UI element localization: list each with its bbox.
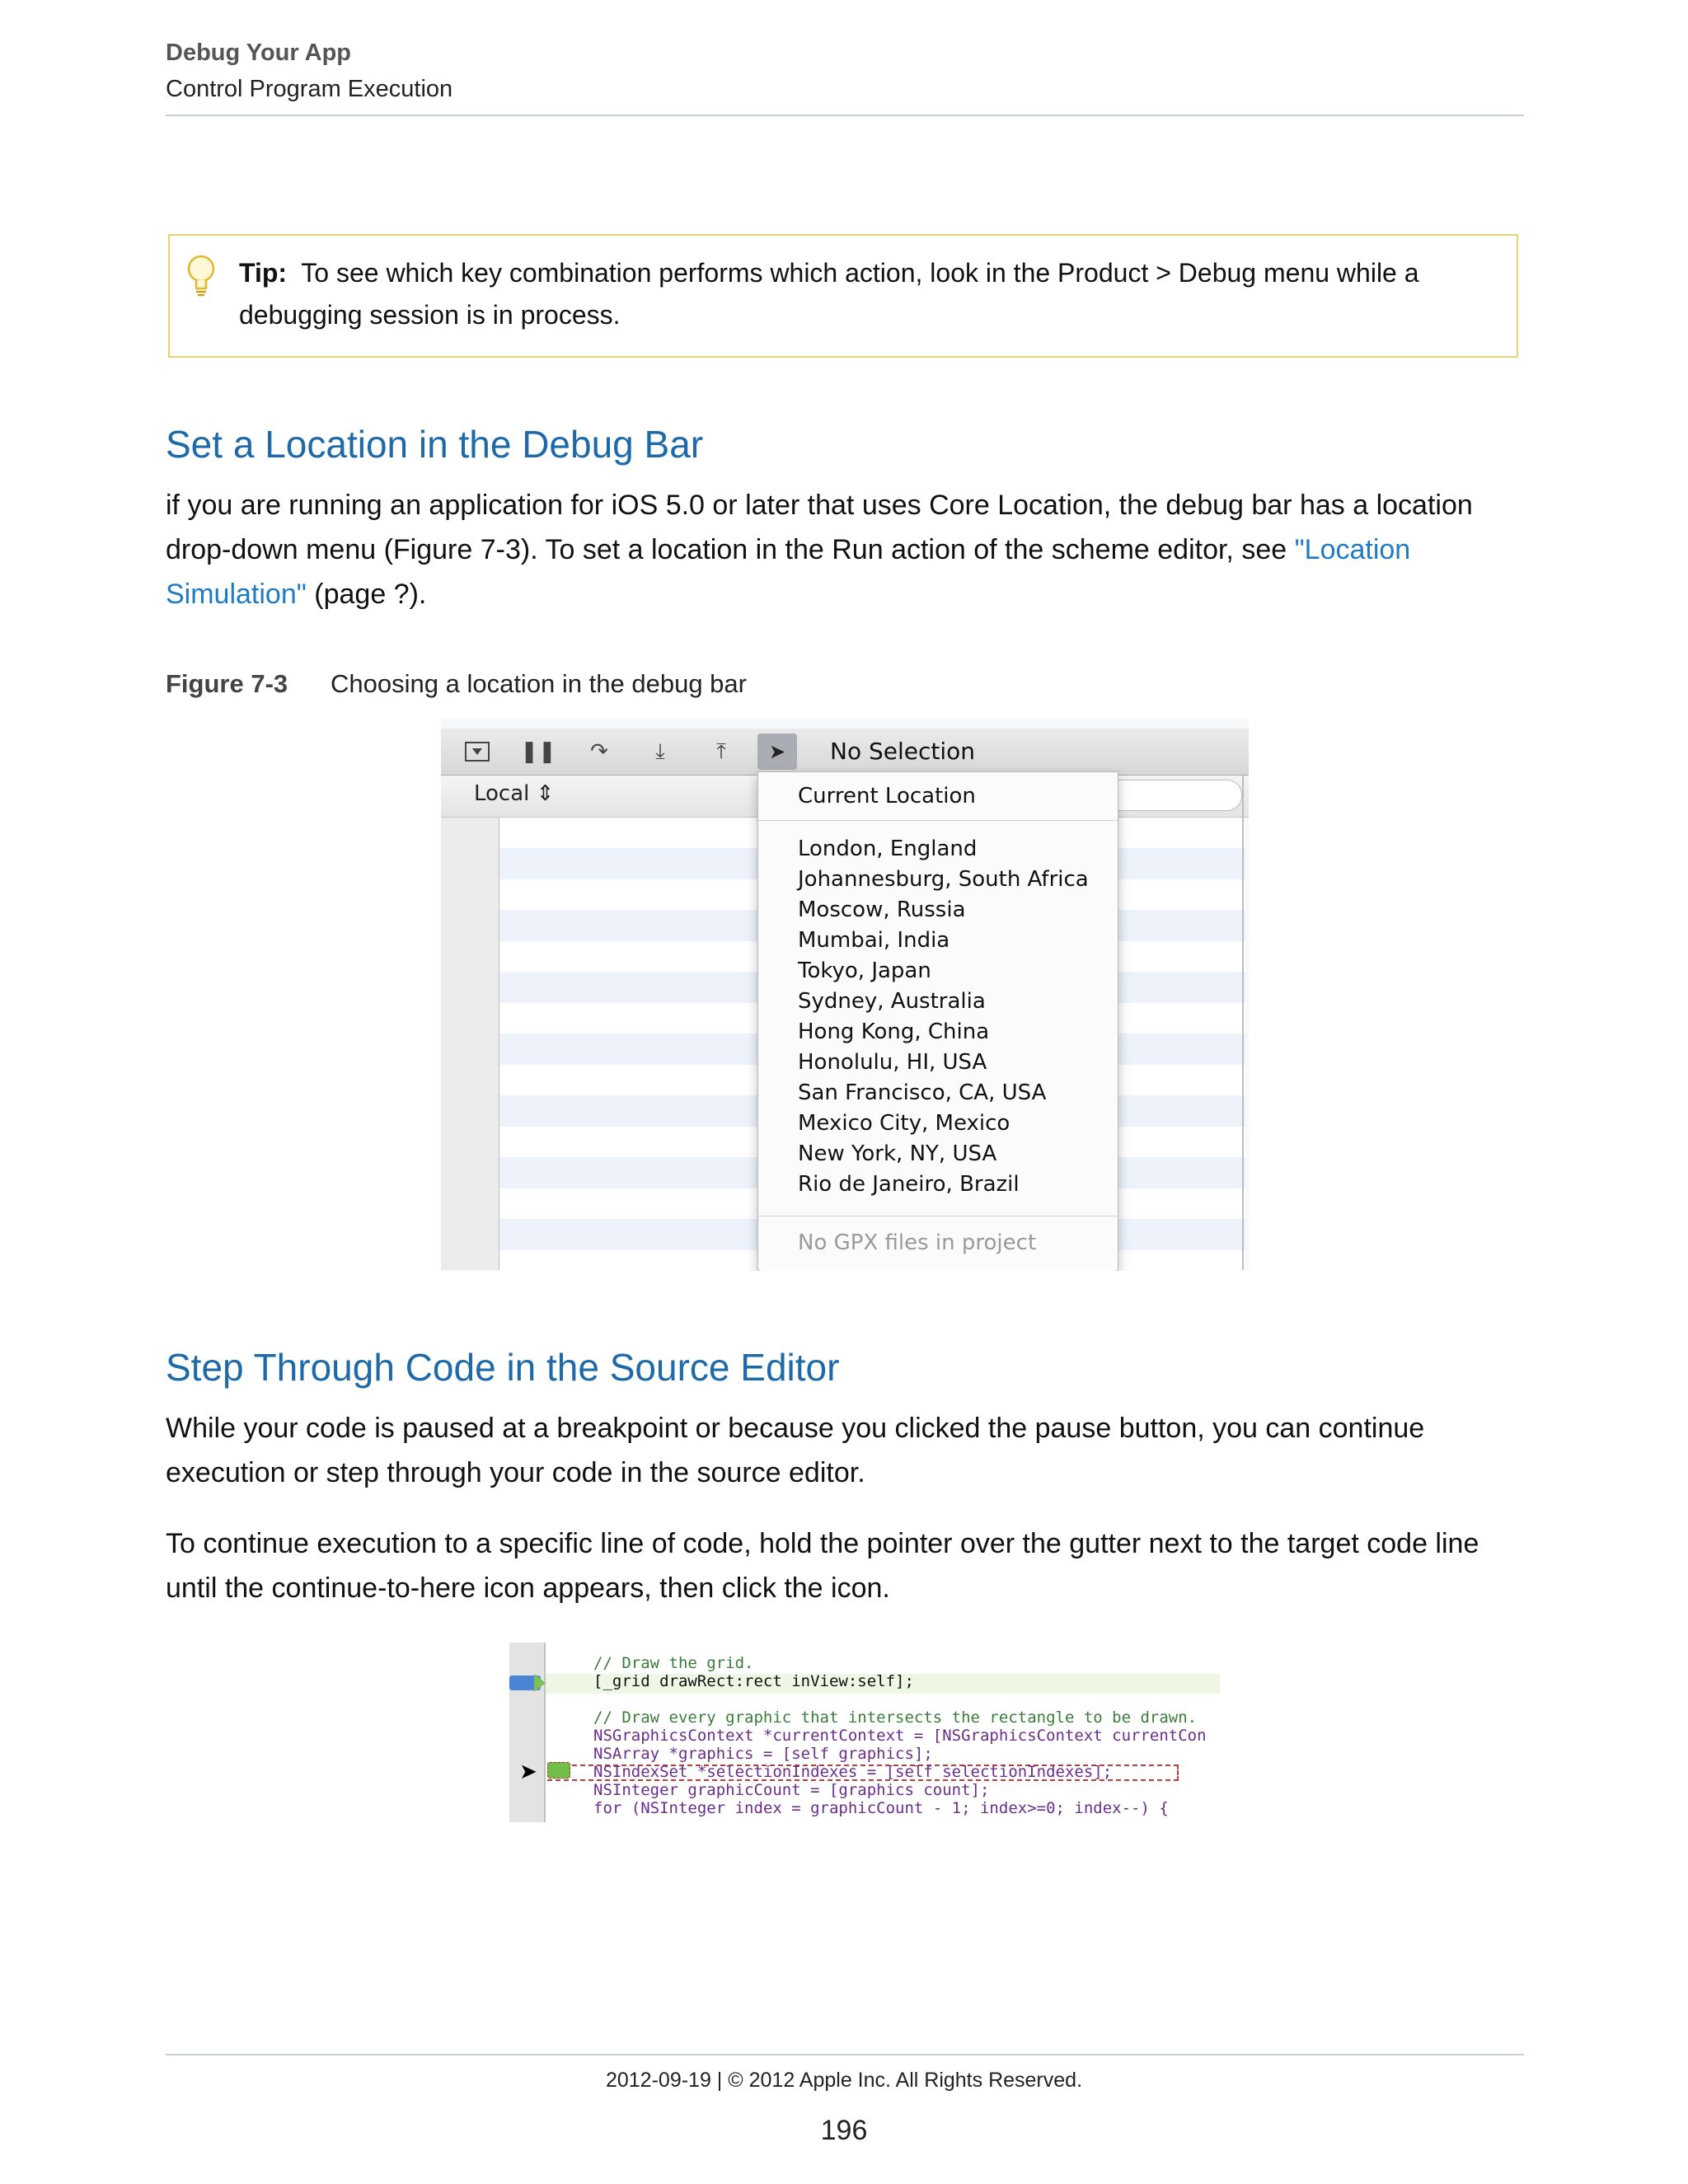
- pointer-cursor-icon: ➤: [519, 1760, 537, 1784]
- menu-item-location[interactable]: Moscow, Russia: [798, 898, 966, 922]
- debug-bar-screenshot: [441, 719, 1249, 1271]
- scope-popup[interactable]: Local ⇕: [474, 781, 555, 806]
- code-line: [_grid drawRect:rect inView:self];: [593, 1672, 914, 1690]
- location-dropdown-menu: [757, 771, 1118, 1271]
- source-editor-screenshot: [509, 1643, 1220, 1822]
- section-heading-location: Set a Location in the Debug Bar: [166, 423, 704, 466]
- variables-gutter: [441, 776, 499, 1270]
- location-simulation-link[interactable]: "Location Simulation": [166, 534, 1411, 610]
- hide-debug-area-icon[interactable]: [461, 737, 494, 766]
- figure-label: Figure 7-3: [166, 669, 288, 698]
- menu-item-location[interactable]: Tokyo, Japan: [798, 958, 931, 983]
- page-number: 196: [820, 2115, 868, 2146]
- figure-caption: Choosing a location in the debug bar: [331, 669, 747, 698]
- header-title: Debug Your App: [166, 40, 352, 66]
- tip-box: [168, 234, 1518, 358]
- pause-icon[interactable]: ❚❚: [520, 739, 556, 764]
- menu-separator: [758, 820, 1118, 821]
- code-line: // Draw every graphic that intersects the rectangle to be drawn.: [593, 1708, 1198, 1727]
- section1-text: if you are running an application for iOS 5.0 or later that uses Core Location, the debug bar has a location drop-down menu (Figure 7-3). To set a location in the Run action of the scheme editor, see: [166, 490, 1473, 565]
- menu-item-location[interactable]: Honolulu, HI, USA: [798, 1050, 987, 1075]
- debug-toolbar: [441, 729, 1249, 776]
- section1-text-end: (page ?).: [306, 579, 427, 610]
- menu-item-location[interactable]: San Francisco, CA, USA: [798, 1080, 1047, 1105]
- code-line: NSGraphicsContext *currentContext = [NSGraphicsContext currentCon: [593, 1727, 1207, 1745]
- menu-item-location[interactable]: Johannesburg, South Africa: [798, 867, 1089, 892]
- menu-item-location[interactable]: Hong Kong, China: [798, 1019, 990, 1044]
- step-into-icon[interactable]: ⤓: [655, 738, 665, 764]
- menu-item-current-location[interactable]: Current Location: [798, 784, 976, 808]
- code-line: for (NSInteger index = graphicCount - 1; index>=0; index--) {: [593, 1799, 1169, 1817]
- panel-border: [1242, 776, 1244, 1270]
- tip-label: Tip:: [239, 258, 288, 288]
- menu-item-location[interactable]: Rio de Janeiro, Brazil: [798, 1172, 1020, 1197]
- menu-item-location[interactable]: Mexico City, Mexico: [798, 1111, 1010, 1136]
- header-divider: [166, 115, 1524, 116]
- continue-to-here-icon[interactable]: [547, 1762, 570, 1779]
- footer-copyright: 2012-09-19 | © 2012 Apple Inc. All Rights Reserved.: [605, 2069, 1083, 2092]
- menu-item-location[interactable]: Mumbai, India: [798, 928, 950, 953]
- tip-body: To see which key combination performs which action, look in the Product > Debug menu while a debugging session is in process.: [239, 258, 1419, 330]
- step-out-icon[interactable]: ⤒: [716, 738, 726, 764]
- tip-text: [239, 252, 1508, 336]
- editor-gutter[interactable]: [509, 1643, 546, 1822]
- location-selection[interactable]: No Selection: [830, 738, 976, 765]
- menu-item-location[interactable]: New York, NY, USA: [798, 1141, 997, 1166]
- footer-divider: [166, 2054, 1524, 2055]
- lightbulb-icon: [185, 252, 218, 302]
- code-line: NSInteger graphicCount = [graphics count];: [593, 1781, 990, 1799]
- menu-item-no-gpx: No GPX files in project: [798, 1230, 1037, 1255]
- section2-paragraph-2: To continue execution to a specific line of code, hold the pointer over the gutter next to the target code line until the continue-to-here icon appears, then click the icon.: [166, 1528, 1479, 1604]
- menu-item-location[interactable]: London, England: [798, 837, 978, 861]
- code-line: NSArray *graphics = [self graphics];: [593, 1745, 933, 1763]
- section1-paragraph: [166, 483, 1526, 616]
- section2-paragraph-1: While your code is paused at a breakpoint or because you clicked the pause button, you can continue execution or step through your code in the source editor.: [166, 1413, 1425, 1488]
- code-line: // Draw the grid.: [593, 1654, 754, 1672]
- location-arrow-icon[interactable]: ➤: [757, 733, 797, 770]
- code-line: NSIndexSet *selectionIndexes = [self selectionIndexes];: [593, 1763, 1113, 1781]
- scope-label: Local: [474, 781, 530, 806]
- menu-item-location[interactable]: Sydney, Australia: [798, 989, 986, 1014]
- program-counter-icon: [534, 1674, 546, 1692]
- header-subtitle: Control Program Execution: [166, 76, 453, 102]
- step-over-icon[interactable]: ↷: [590, 739, 608, 764]
- section-heading-step-through: Step Through Code in the Source Editor: [166, 1346, 840, 1389]
